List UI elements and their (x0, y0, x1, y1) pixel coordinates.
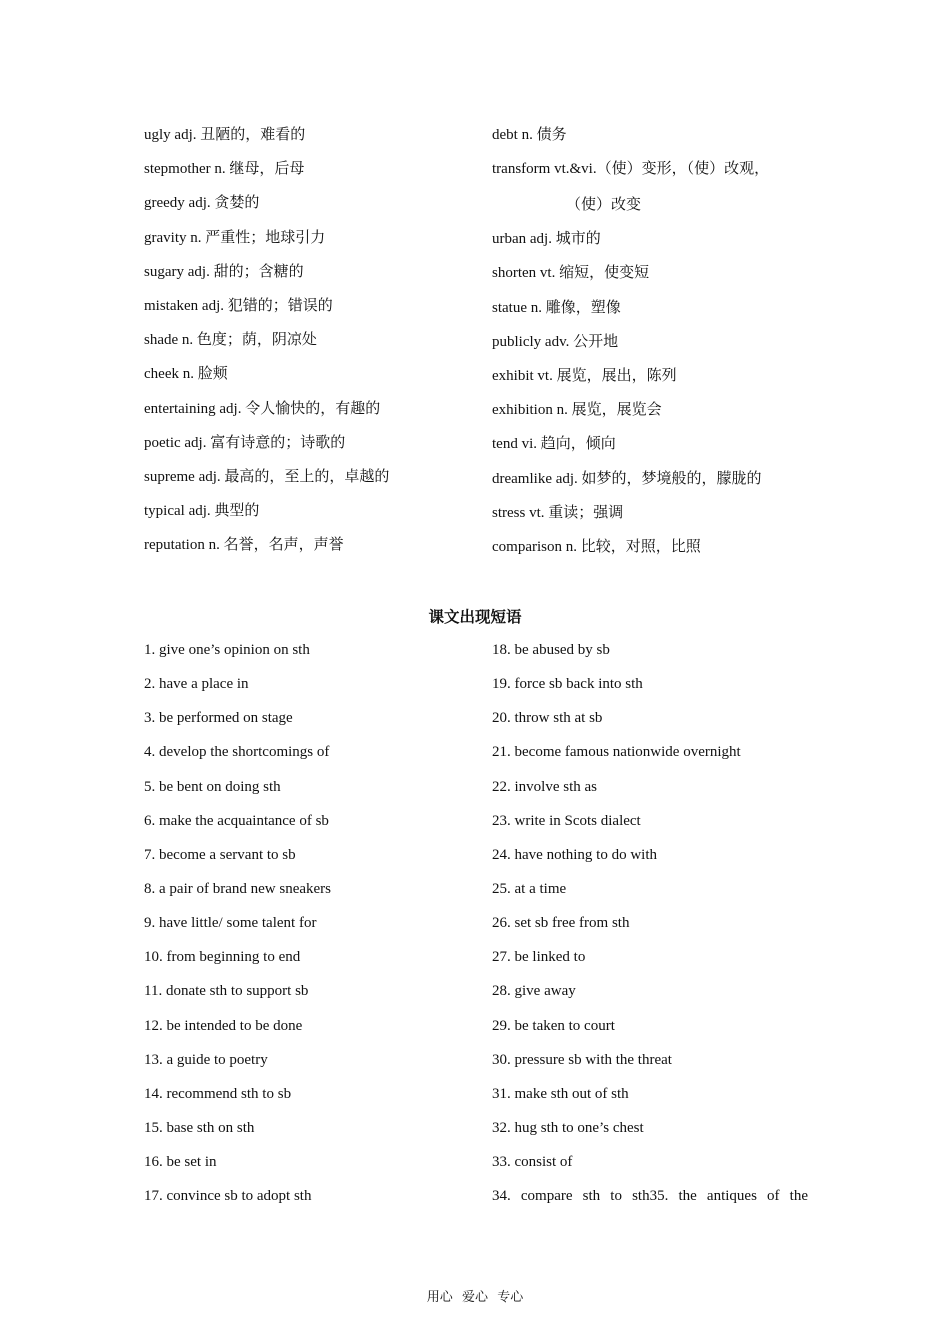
phrase-item: 13. a guide to poetry (144, 1051, 268, 1068)
phrase-item: 2. have a place in (144, 676, 249, 693)
vocab-item: supreme adj. 最高的，至上的，卓越的 (144, 468, 390, 485)
vocab-item: mistaken adj. 犯错的；错误的 (144, 297, 333, 314)
phrase-item: 8. a pair of brand new sneakers (144, 880, 332, 897)
vocab-item-continuation: （使）改变 (566, 197, 642, 214)
vocab-item-line: transform vt.&vi.（使）变形，（使）改观， (492, 161, 770, 178)
vocab-item: shade n. 色度；荫，阴凉处 (144, 332, 317, 349)
phrase-item: 4. develop the shortcomings of (144, 744, 330, 761)
phrase-item: 5. be bent on doing sth (144, 778, 281, 795)
phrase-item: 21. become famous nationwide overnight (492, 744, 741, 761)
vocab-item: reputation n. 名誉，名声，声誉 (144, 537, 344, 554)
phrase-item: 20. throw sth at sb (492, 710, 603, 727)
phrase-item: 14. recommend sth to sb (144, 1085, 292, 1102)
phrase-item: 6. make the acquaintance of sb (144, 812, 329, 829)
section-title: 课文出现短语 (428, 608, 522, 626)
phrase-item: 32. hug sth to one’s chest (492, 1119, 644, 1136)
phrase-item: 28. give away (492, 983, 576, 1000)
vocab-item: exhibition n. 展览，展览会 (492, 402, 662, 419)
vocab-item: statue n. 雕像，塑像 (492, 299, 621, 316)
phrase-item: 27. be linked to (492, 949, 586, 966)
phrase-item: 23. write in Scots dialect (492, 812, 641, 829)
vocab-item-multiline (492, 158, 822, 228)
vocab-item: cheek n. 脸颊 (144, 366, 228, 383)
phrase-item: 11. donate sth to support sb (144, 983, 309, 1000)
phrase-item: 34. compare sth to sth35. the antiques of the (492, 1188, 808, 1205)
vocab-list-left (144, 124, 474, 568)
phrase-item: 25. at a time (492, 880, 567, 897)
page-footer (0, 1288, 950, 1306)
footer-text: 专心 (497, 1289, 524, 1304)
vocab-item: greedy adj. 贪婪的 (144, 195, 260, 212)
footer-text: 爱心 (461, 1289, 488, 1304)
phrase-item: 15. base sth on sth (144, 1119, 255, 1136)
footer-text: 用心 (426, 1289, 453, 1304)
vocab-item: gravity n. 严重性；地球引力 (144, 229, 326, 246)
phrase-item: 19. force sb back into sth (492, 676, 643, 693)
vocab-item: sugary adj. 甜的；含糖的 (144, 263, 304, 280)
phrase-item: 12. be intended to be done (144, 1017, 303, 1034)
phrase-item: 10. from beginning to end (144, 949, 301, 966)
vocab-item: typical adj. 典型的 (144, 503, 260, 520)
phrase-item: 7. become a servant to sb (144, 846, 296, 863)
phrase-item: 22. involve sth as (492, 778, 597, 795)
phrase-item: 9. have little/ some talent for (144, 915, 317, 932)
phrase-item: 31. make sth out of sth (492, 1085, 629, 1102)
vocab-item: shorten vt. 缩短，使变短 (492, 265, 650, 282)
phrase-list-right (492, 639, 808, 1219)
phrase-item: 18. be abused by sb (492, 642, 610, 658)
vocab-item: publicly adv. 公开地 (492, 333, 619, 350)
phrase-item: 1. give one’s opinion on sth (144, 642, 310, 658)
vocab-list-right (492, 124, 822, 570)
phrase-item: 17. convince sb to adopt sth (144, 1188, 312, 1205)
phrase-item: 26. set sb free from sth (492, 915, 630, 932)
vocab-item: exhibit vt. 展览，展出，陈列 (492, 367, 677, 384)
vocab-item: comparison n. 比较，对照，比照 (492, 538, 701, 555)
phrase-item: 24. have nothing to do with (492, 846, 657, 863)
vocab-item: poetic adj. 富有诗意的；诗歌的 (144, 434, 346, 451)
vocab-item: urban adj. 城市的 (492, 231, 601, 248)
vocab-item: debt n. 债务 (492, 127, 567, 143)
phrase-list-left (144, 639, 474, 1219)
phrase-item: 16. be set in (144, 1154, 217, 1171)
vocab-item: dreamlike adj. 如梦的，梦境般的，朦胧的 (492, 470, 762, 487)
vocab-item: ugly adj. 丑陋的，难看的 (144, 127, 306, 143)
vocab-item: entertaining adj. 令人愉快的，有趣的 (144, 400, 381, 417)
phrase-item: 33. consist of (492, 1154, 573, 1171)
vocab-item: tend vi. 趋向，倾向 (492, 436, 616, 453)
phrase-item: 3. be performed on stage (144, 710, 293, 727)
vocab-item: stress vt. 重读；强调 (492, 504, 624, 521)
phrase-item: 29. be taken to court (492, 1017, 615, 1034)
phrase-item: 30. pressure sb with the threat (492, 1051, 672, 1068)
vocab-item: stepmother n. 继母，后母 (144, 161, 305, 178)
